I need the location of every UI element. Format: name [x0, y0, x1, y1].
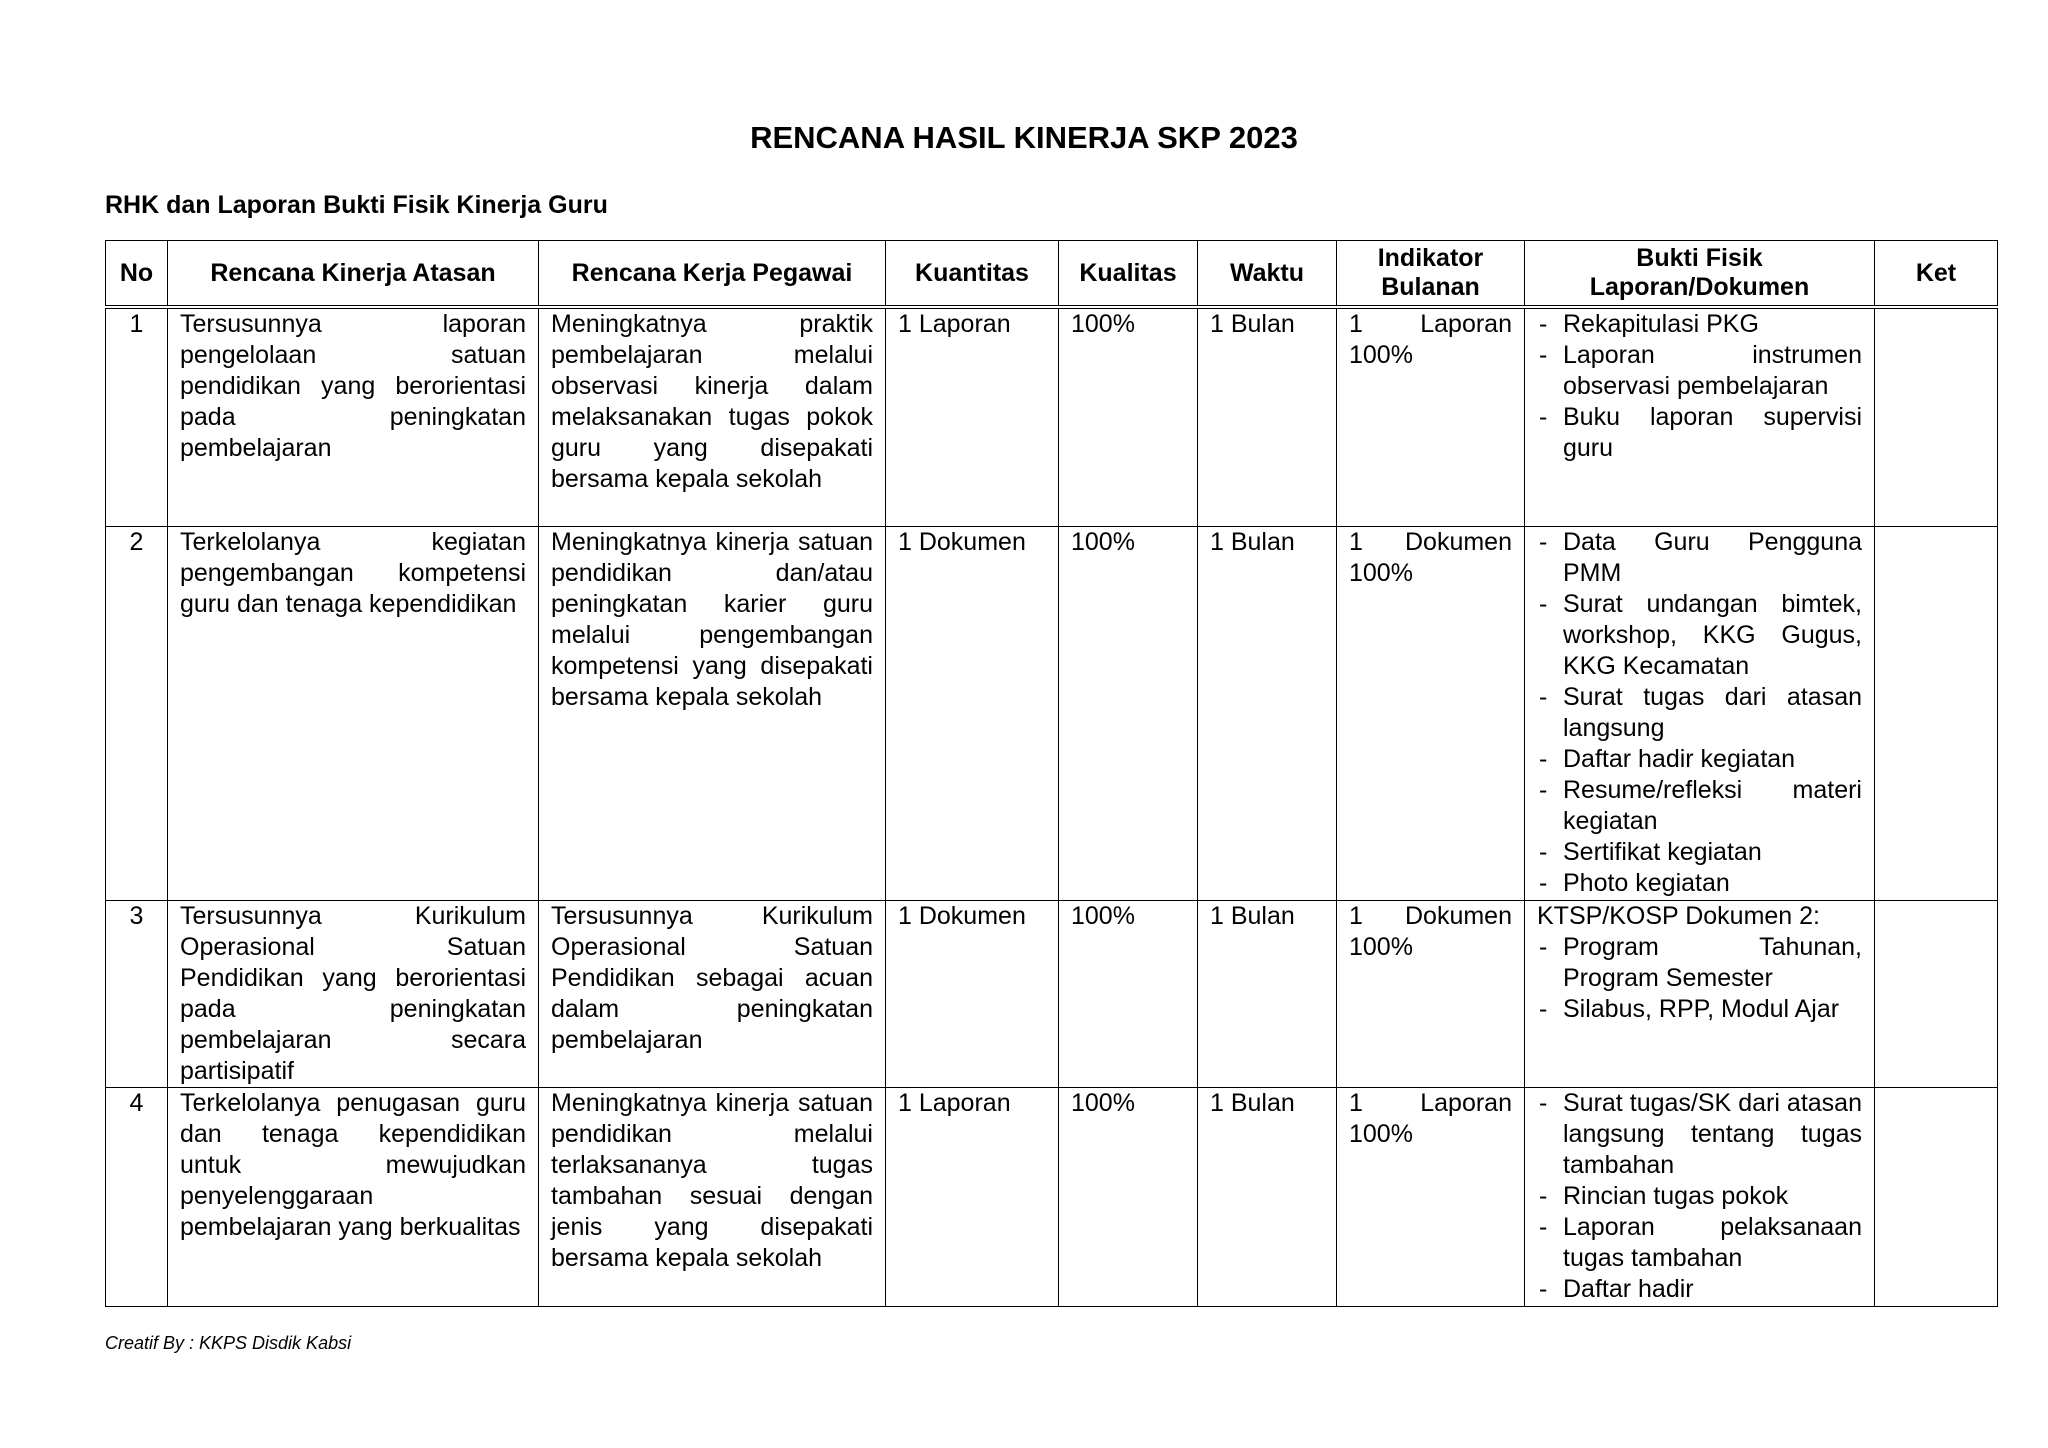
cell-no: 3 — [106, 900, 168, 1087]
bukti-list-item: - Daftar hadir kegiatan — [1537, 744, 1862, 775]
bukti-list-item: - Surat tugas dari atasan langsung — [1537, 682, 1862, 744]
bukti-list-item: - Daftar hadir — [1537, 1274, 1862, 1305]
cell-rencana-kinerja-atasan: Terkelolanya kegiatan pengembangan kompetensi guru dan tenaga kependidikan — [168, 526, 539, 900]
header-rencana-kinerja-atasan: Rencana Kinerja Atasan — [168, 241, 539, 308]
bukti-list-item: - Resume/refleksi materi kegiatan — [1537, 775, 1862, 837]
page-subtitle: RHK dan Laporan Bukti Fisik Kinerja Guru — [105, 191, 608, 219]
cell-rencana-kerja-pegawai: Tersusunnya Kurikulum Operasional Satuan Pendidikan sebagai acuan dalam peningkatan pembelajaran — [539, 900, 886, 1087]
bukti-list-item: - Laporan pelaksanaan tugas tambahan — [1537, 1212, 1862, 1274]
header-waktu: Waktu — [1198, 241, 1337, 308]
cell-waktu: 1 Bulan — [1198, 526, 1337, 900]
cell-rencana-kerja-pegawai: Meningkatnya kinerja satuan pendidikan dan/atau peningkatan karier guru melalui pengembangan kompetensi yang disepakati bersama kepala sekolah — [539, 526, 886, 900]
header-no: No — [106, 241, 168, 308]
bukti-list-item: - Photo kegiatan — [1537, 868, 1862, 899]
rhk-table — [105, 240, 1998, 1307]
bukti-lead-text: KTSP/KOSP Dokumen 2: — [1537, 901, 1820, 930]
bukti-list — [1537, 527, 1862, 899]
cell-indikator-bulanan: 1 Dokumen 100% — [1337, 526, 1525, 900]
cell-no: 1 — [106, 307, 168, 526]
header-kualitas: Kualitas — [1059, 241, 1198, 308]
bukti-list-item: - Buku laporan supervisi guru — [1537, 402, 1862, 464]
bukti-list-item: - Surat tugas/SK dari atasan langsung tentang tugas tambahan — [1537, 1088, 1862, 1181]
bukti-list — [1537, 932, 1862, 1025]
header-bukti-fisik: Bukti Fisik Laporan/Dokumen — [1525, 241, 1875, 308]
cell-bukti-fisik — [1525, 900, 1875, 1087]
cell-kualitas: 100% — [1059, 307, 1198, 526]
cell-kuantitas: 1 Dokumen — [886, 526, 1059, 900]
bukti-list-item: - Program Tahunan, Program Semester — [1537, 932, 1862, 994]
cell-waktu: 1 Bulan — [1198, 307, 1337, 526]
header-indikator-bulanan: Indikator Bulanan — [1337, 241, 1525, 308]
bukti-list — [1537, 309, 1862, 464]
header-rencana-kerja-pegawai: Rencana Kerja Pegawai — [539, 241, 886, 308]
cell-rencana-kerja-pegawai: Meningkatnya kinerja satuan pendidikan melalui terlaksananya tugas tambahan sesuai dengan jenis yang disepakati bersama kepala sekolah — [539, 1087, 886, 1306]
cell-indikator-bulanan: 1 Dokumen 100% — [1337, 900, 1525, 1087]
bukti-list-item: - Data Guru Pengguna PMM — [1537, 527, 1862, 589]
cell-waktu: 1 Bulan — [1198, 900, 1337, 1087]
bukti-list-item: - Rekapitulasi PKG — [1537, 309, 1862, 340]
cell-ket — [1875, 526, 1998, 900]
bukti-list-item: - Laporan instrumen observasi pembelajaran — [1537, 340, 1862, 402]
table-row — [106, 900, 1998, 1087]
bukti-list-item: - Sertifikat kegiatan — [1537, 837, 1862, 868]
cell-waktu: 1 Bulan — [1198, 1087, 1337, 1306]
cell-ket — [1875, 1087, 1998, 1306]
bukti-list-item: - Surat undangan bimtek, workshop, KKG Gugus, KKG Kecamatan — [1537, 589, 1862, 682]
page-title: RENCANA HASIL KINERJA SKP 2023 — [750, 120, 1298, 155]
cell-kualitas: 100% — [1059, 900, 1198, 1087]
cell-rencana-kerja-pegawai: Meningkatnya praktik pembelajaran melalui observasi kinerja dalam melaksanakan tugas pokok guru yang disepakati bersama kepala sekolah — [539, 307, 886, 526]
table-row — [106, 526, 1998, 900]
table-row — [106, 307, 1998, 526]
bukti-list — [1537, 1088, 1862, 1305]
header-kuantitas: Kuantitas — [886, 241, 1059, 308]
cell-rencana-kinerja-atasan: Tersusunnya Kurikulum Operasional Satuan Pendidikan yang berorientasi pada peningkatan pembelajaran secara partisipatif — [168, 900, 539, 1087]
cell-no: 4 — [106, 1087, 168, 1306]
cell-bukti-fisik — [1525, 307, 1875, 526]
cell-kualitas: 100% — [1059, 526, 1198, 900]
cell-rencana-kinerja-atasan: Terkelolanya penugasan guru dan tenaga kependidikan untuk mewujudkan penyelenggaraan pembelajaran yang berkualitas — [168, 1087, 539, 1306]
bukti-list-item: - Silabus, RPP, Modul Ajar — [1537, 994, 1862, 1025]
table-body — [106, 307, 1998, 1306]
cell-kuantitas: 1 Laporan — [886, 1087, 1059, 1306]
footer-credit: Creatif By : KKPS Disdik Kabsi — [105, 1333, 352, 1353]
cell-kualitas: 100% — [1059, 1087, 1198, 1306]
cell-ket — [1875, 307, 1998, 526]
cell-kuantitas: 1 Laporan — [886, 307, 1059, 526]
cell-no: 2 — [106, 526, 168, 900]
cell-indikator-bulanan: 1 Laporan 100% — [1337, 307, 1525, 526]
bukti-list-item: - Rincian tugas pokok — [1537, 1181, 1862, 1212]
table-header-row — [106, 241, 1998, 308]
table-row — [106, 1087, 1998, 1306]
cell-indikator-bulanan: 1 Laporan 100% — [1337, 1087, 1525, 1306]
cell-kuantitas: 1 Dokumen — [886, 900, 1059, 1087]
cell-bukti-fisik — [1525, 1087, 1875, 1306]
cell-bukti-fisik — [1525, 526, 1875, 900]
cell-ket — [1875, 900, 1998, 1087]
header-ket: Ket — [1875, 241, 1998, 308]
cell-rencana-kinerja-atasan: Tersusunnya laporan pengelolaan satuan pendidikan yang berorientasi pada peningkatan pembelajaran — [168, 307, 539, 526]
